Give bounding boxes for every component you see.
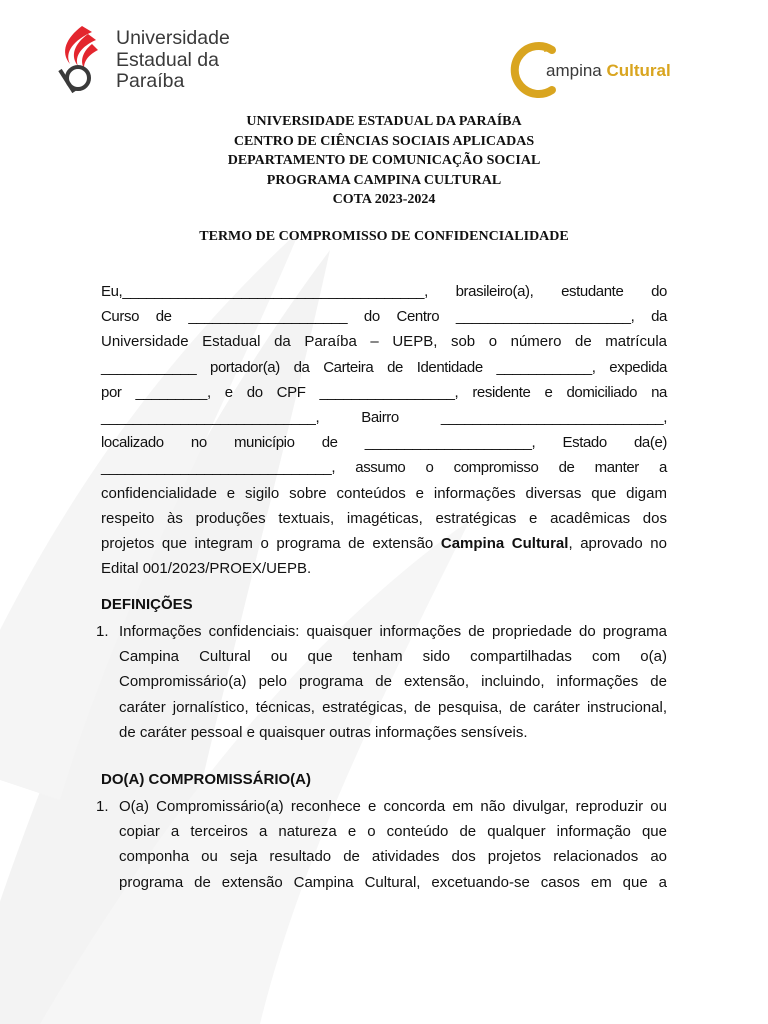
list-item-line: programa de extensão Campina Cultural, excetuando-se casos em que a bbox=[119, 873, 667, 891]
paragraph-line: Universidade Estadual da Paraíba – UEPB, sob o número de matrícula bbox=[101, 333, 667, 351]
paragraph-line: Eu,______________________________________, brasileiro(a), estudante do bbox=[101, 283, 667, 300]
list-item-line bbox=[96, 619, 667, 644]
header-line-program: PROGRAMA CAMPINA CULTURAL bbox=[266, 172, 502, 188]
paragraph-line: localizado no município de _____________________, Estado da(e) bbox=[101, 434, 667, 452]
list-item-line: Compromissário(a) pelo programa de extensão, incluindo, informações de bbox=[119, 673, 667, 691]
cultural-word: Cultural bbox=[606, 61, 671, 80]
compromissario-list bbox=[96, 794, 667, 895]
list-item-line: componha ou seja resultado de atividades dos projetos relacionados ao bbox=[119, 848, 667, 866]
header-line-university: UNIVERSIDADE ESTADUAL DA PARAÍBA bbox=[246, 114, 522, 129]
list-item-line: Campina Cultural ou que tenham sido compartilhadas com o(a) bbox=[119, 648, 667, 666]
paragraph-text: projetos que integram o programa de extensão bbox=[101, 534, 441, 552]
uepb-line-2: Estadual da bbox=[116, 48, 219, 71]
document-title: TERMO DE COMPROMISSO DE CONFIDENCIALIDADE bbox=[199, 229, 569, 244]
section-heading-definitions: DEFINIÇÕES bbox=[101, 596, 193, 613]
list-item-line bbox=[96, 794, 667, 819]
section-heading-compromissario: DO(A) COMPROMISSÁRIO(A) bbox=[101, 771, 311, 788]
paragraph-line: Edital 001/2023/PROEX/UEPB. bbox=[101, 560, 312, 578]
paragraph-line: por _________, e do CPF _________________, residente e domiciliado na bbox=[101, 383, 667, 401]
campina-word: ampina bbox=[546, 61, 602, 80]
paragraph-line: respeito às produções textuais, imagéticas, estratégicas e acadêmicas dos bbox=[101, 509, 667, 527]
uepb-line-3: Paraíba bbox=[116, 70, 185, 92]
header-line-quota: COTA 2023-2024 bbox=[332, 192, 436, 207]
paragraph-text: , aprovado no bbox=[568, 534, 667, 552]
program-name-bold: Campina Cultural bbox=[440, 534, 569, 552]
list-item-line: caráter jornalístico, técnicas, estratégicas, de pesquisa, de caráter instrucional, bbox=[119, 698, 667, 716]
list-number: 1. bbox=[96, 623, 109, 640]
uepb-emblem-icon bbox=[52, 24, 104, 94]
uepb-logo bbox=[52, 24, 252, 96]
paragraph-line bbox=[101, 531, 667, 556]
list-number: 1. bbox=[96, 798, 109, 815]
paragraph-line: confidencialidade e sigilo sobre conteúdos e informações diversas que digam bbox=[101, 484, 667, 502]
campina-wordmark bbox=[546, 61, 671, 81]
header-line-department: DEPARTAMENTO DE COMUNICAÇÃO SOCIAL bbox=[227, 153, 541, 168]
definitions-list bbox=[96, 619, 667, 745]
uepb-wordmark bbox=[116, 28, 230, 93]
list-item-text: O(a) Compromissário(a) reconhece e concorda em não divulgar, reproduzir ou bbox=[119, 798, 667, 815]
paragraph-line: _____________________________, assumo o compromisso de manter a bbox=[101, 459, 667, 477]
paragraph-line: Curso de ____________________ do Centro ______________________, da bbox=[101, 308, 667, 326]
paragraph-line: ____________ portador(a) da Carteira de Identidade ____________, expedida bbox=[101, 358, 667, 376]
list-item-text: Informações confidenciais: quaisquer informações de propriedade do programa bbox=[119, 623, 667, 640]
document-header bbox=[0, 112, 768, 210]
campina-cultural-logo bbox=[508, 40, 708, 100]
list-item-line: copiar a terceiros a natureza e o conteúdo de qualquer informação que bbox=[119, 823, 667, 841]
commitment-paragraph bbox=[101, 279, 667, 581]
uepb-line-1: Universidade bbox=[116, 27, 230, 49]
header-line-center: CENTRO DE CIÊNCIAS SOCIAIS APLICADAS bbox=[233, 133, 535, 149]
paragraph-line: ___________________________, Bairro ____________________________, bbox=[101, 408, 667, 426]
list-item-line: de caráter pessoal e quaisquer outras informações sensíveis. bbox=[119, 723, 528, 741]
